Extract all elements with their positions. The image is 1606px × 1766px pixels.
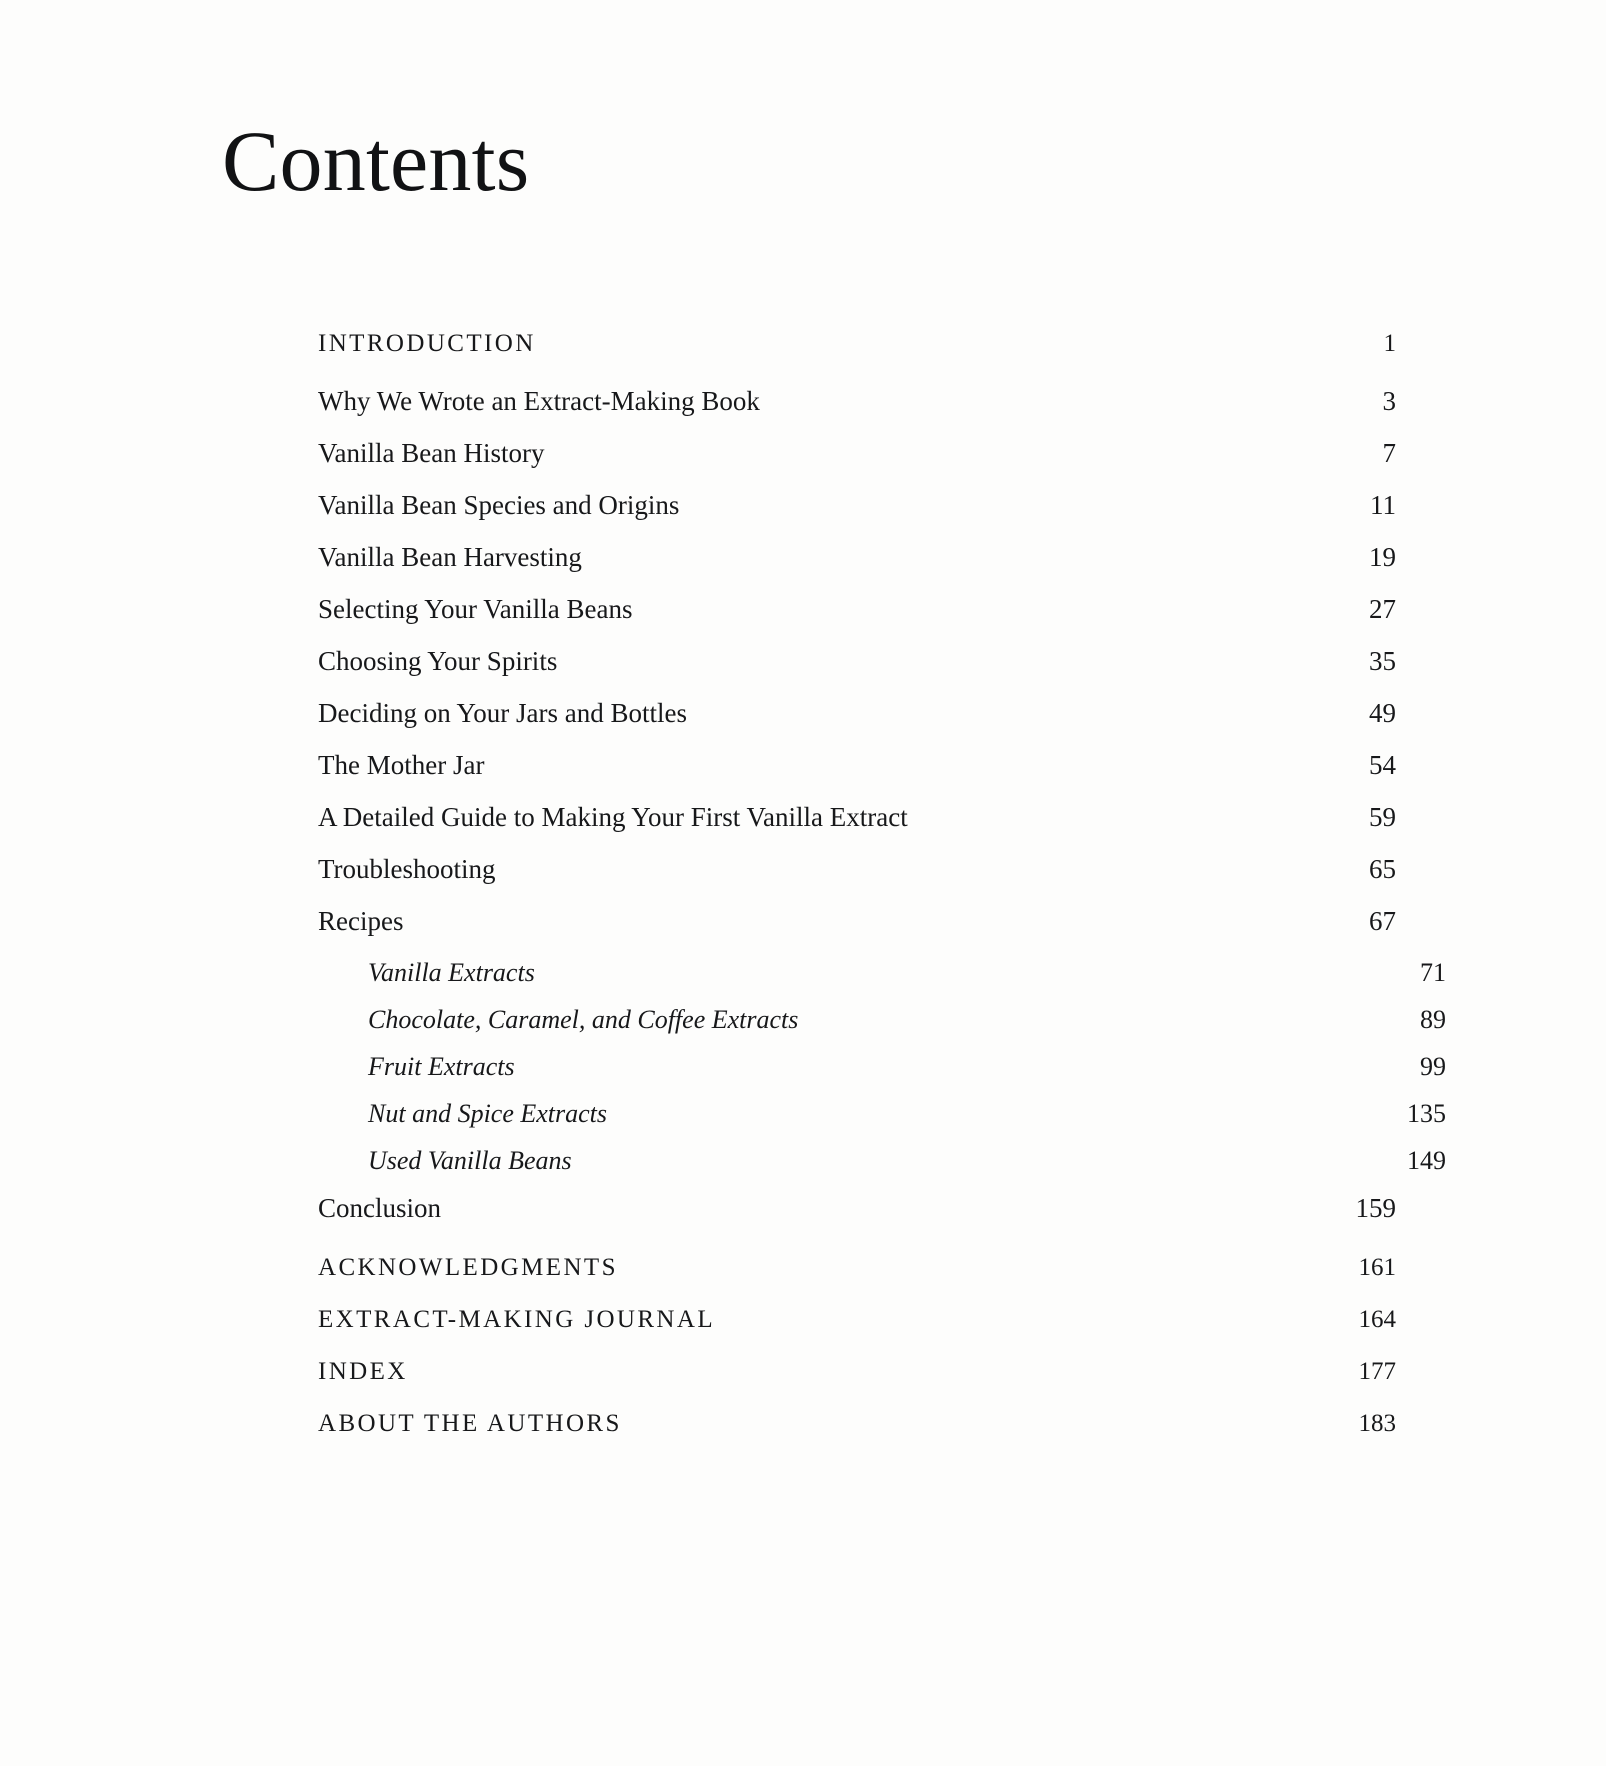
toc-entry-page-number: 35 [1369,646,1396,676]
toc-entry-label: Chocolate, Caramel, and Coffee Extracts [368,1005,799,1034]
toc-leader-dots [416,1363,1352,1379]
toc-entry-label: ABOUT THE AUTHORS [318,1410,622,1437]
toc-entry[interactable] [318,542,1396,573]
toc-leader-dots [723,1311,1351,1327]
toc-leader-dots [580,1153,1400,1169]
toc-entry[interactable] [318,906,1396,937]
toc-entry-label: Deciding on Your Jars and Bottles [318,698,687,728]
toc-entry-page-number: 11 [1370,490,1396,520]
toc-entry-page-number: 3 [1382,386,1396,416]
toc-entry[interactable] [318,1193,1396,1224]
toc-entry-label: Vanilla Extracts [368,958,535,987]
toc-leader-dots [492,758,1362,774]
toc-leader-dots [916,810,1362,826]
toc-entry-page-number: 135 [1407,1099,1446,1128]
toc-entry[interactable] [318,854,1396,885]
page-title: Contents [222,113,530,209]
toc-entry-page-number: 71 [1420,958,1446,987]
toc-entry-label: Troubleshooting [318,854,496,884]
toc-entry-label: ACKNOWLEDGMENTS [318,1254,618,1281]
toc-entry[interactable] [318,1306,1396,1334]
toc-leader-dots [543,965,1413,981]
toc-entry[interactable] [318,1254,1396,1282]
toc-leader-dots [695,706,1362,722]
toc-entry[interactable] [318,1146,1446,1176]
toc-entry-label: INDEX [318,1358,408,1385]
toc-leader-dots [544,335,1377,351]
toc-leader-dots [565,654,1362,670]
toc-entry[interactable] [318,802,1396,833]
toc-entry[interactable] [318,958,1446,988]
toc-entry-label: Vanilla Bean History [318,438,545,468]
toc-leader-dots [768,394,1376,410]
toc-entry-page-number: 54 [1369,750,1396,780]
toc-leader-dots [615,1106,1400,1122]
toc-entry-label: Selecting Your Vanilla Beans [318,594,633,624]
toc-leader-dots [806,1012,1413,1028]
toc-entry[interactable] [318,698,1396,729]
toc-leader-dots [411,914,1362,930]
toc-entry[interactable] [318,1410,1396,1438]
toc-entry-page-number: 7 [1382,438,1396,468]
toc-leader-dots [687,498,1363,514]
toc-entry-page-number: 99 [1420,1052,1446,1081]
toc-entry-label: Recipes [318,906,404,936]
toc-entry-label: A Detailed Guide to Making Your First Vanilla Extract [318,802,908,832]
toc-entry-label: Nut and Spice Extracts [368,1099,608,1128]
toc-entry-page-number: 149 [1407,1146,1446,1175]
toc-leader-dots [552,446,1375,462]
toc-leader-dots [504,862,1362,878]
toc-entry[interactable] [318,1005,1446,1035]
toc-entry-label: Choosing Your Spirits [318,646,558,676]
toc-entry-page-number: 49 [1369,698,1396,728]
toc-entry[interactable] [318,386,1396,417]
toc-entry[interactable] [318,750,1396,781]
toc-entry-page-number: 19 [1369,542,1396,572]
toc-entry-page-number: 65 [1369,854,1396,884]
toc-entry-label: Fruit Extracts [368,1052,515,1081]
toc-leader-dots [626,1259,1352,1275]
toc-entry-page-number: 177 [1358,1358,1396,1385]
toc-entry-label: INTRODUCTION [318,330,536,357]
toc-entry-page-number: 1 [1383,330,1396,357]
toc-entry-page-number: 159 [1355,1193,1396,1223]
toc-entry-page-number: 67 [1369,906,1396,936]
toc-entry-page-number: 89 [1420,1005,1446,1034]
toc-entry-label: Vanilla Bean Harvesting [318,542,582,572]
toc-entry-page-number: 164 [1358,1306,1396,1333]
toc-entry-page-number: 161 [1358,1254,1396,1281]
toc-entry-page-number: 59 [1369,802,1396,832]
toc-leader-dots [640,602,1362,618]
table-of-contents [318,330,1446,1462]
toc-entry[interactable] [318,490,1396,521]
toc-entry-label: Conclusion [318,1193,442,1223]
toc-entry[interactable] [318,1052,1446,1082]
toc-entry[interactable] [318,438,1396,469]
toc-entry-label: EXTRACT-MAKING JOURNAL [318,1306,716,1333]
toc-entry[interactable] [318,1358,1396,1386]
toc-leader-dots [630,1415,1352,1431]
toc-leader-dots [449,1201,1348,1217]
toc-entry-label: Used Vanilla Beans [368,1146,572,1175]
toc-entry[interactable] [318,646,1396,677]
toc-entry-label: Why We Wrote an Extract-Making Book [318,386,760,416]
toc-entry[interactable] [318,330,1396,358]
toc-entry[interactable] [318,1099,1446,1129]
toc-entry[interactable] [318,594,1396,625]
toc-entry-label: Vanilla Bean Species and Origins [318,490,680,520]
toc-leader-dots [590,550,1362,566]
toc-entry-page-number: 183 [1358,1410,1396,1437]
toc-entry-label: The Mother Jar [318,750,485,780]
toc-leader-dots [523,1059,1413,1075]
toc-entry-page-number: 27 [1369,594,1396,624]
